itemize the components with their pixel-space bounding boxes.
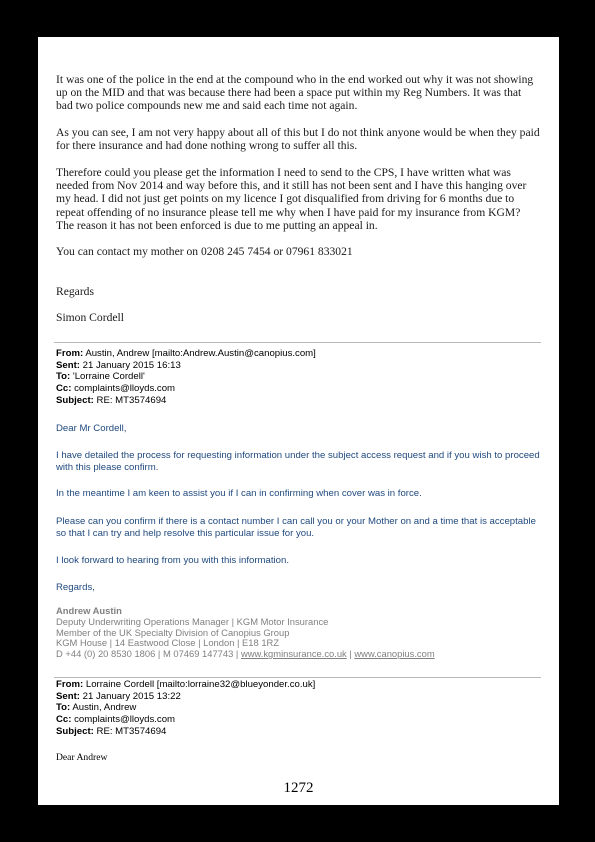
email-regards: Regards, xyxy=(56,582,95,593)
email-header-2 xyxy=(56,679,541,738)
email-sent-line: Sent: 21 January 2015 16:13 xyxy=(56,359,181,371)
email-body-paragraph-2: In the meantime I am keen to assist you if I can in confirming when cover was in force. xyxy=(56,488,422,499)
email-header-1 xyxy=(56,348,541,407)
email-to-line: To: Austin, Andrew xyxy=(56,702,137,714)
email-subject-line: Subject: RE: MT3574694 xyxy=(56,394,167,406)
letter-signature: Simon Cordell xyxy=(56,311,124,324)
signature-address: KGM House | 14 Eastwood Close | London | E18 1RZ xyxy=(56,637,280,649)
letter-paragraph-3: Therefore could you please get the information I need to send to the CPS, I have written what was needed from Nov 2014 and way before this, and it still has not been sent and I have this hanging over my head. I did not just get points on my licence I got disqualified from driving for 6 months due to repeat offending of no insurance please tell me why when I have paid for my insurance from KGM? The reason it has not been enforced is due to me putting an appeal in. xyxy=(56,166,527,232)
document-page xyxy=(38,37,559,805)
email-subject-line: Subject: RE: MT3574694 xyxy=(56,725,167,737)
email-signature-block xyxy=(56,606,540,660)
email-body-paragraph-3: Please can you confirm if there is a contact number I can call you or your Mother on and a time that is acceptable so that I can try and help resolve this particular issue for you. xyxy=(56,516,536,539)
signature-name: Andrew Austin xyxy=(56,605,122,616)
email2-greeting: Dear Andrew xyxy=(56,752,108,763)
email-cc-line: Cc: complaints@lloyds.com xyxy=(56,383,176,395)
letter-paragraph-1: It was one of the police in the end at the compound who in the end worked out why it was not showing up on the MID and that was because there had been a space put within my Reg Numbers. It was that bad two police compounds new me and said each time not again. xyxy=(56,73,534,113)
email-body-paragraph-4: I look forward to hearing from you with this information. xyxy=(56,555,290,566)
page-number: 1272 xyxy=(283,780,314,796)
signature-title: Deputy Underwriting Operations Manager | KGM Motor Insurance xyxy=(56,615,329,627)
email-from-line: From: Lorraine Cordell [mailto:lorraine32@blueyonder.co.uk] xyxy=(56,679,316,690)
email-body-paragraph-1: I have detailed the process for requesting information under the subject access request and if you wish to proceed with this please confirm. xyxy=(56,450,540,473)
canopius-website-link[interactable]: www.canopius.com xyxy=(354,648,435,660)
email-sent-line: Sent: 21 January 2015 13:22 xyxy=(56,690,181,702)
email-separator-1 xyxy=(54,342,541,343)
letter-paragraph-2: As you can see, I am not very happy about all of this but I do not think anyone would be when they paid for there insurance and had done nothing wrong to suffer all this. xyxy=(56,126,540,153)
email-separator-2 xyxy=(54,677,541,678)
email-greeting: Dear Mr Cordell, xyxy=(56,423,127,434)
signature-group: Member of the UK Specialty Division of Canopius Group xyxy=(56,626,290,638)
email-to-line: To: 'Lorraine Cordell' xyxy=(56,371,145,383)
letter-paragraph-4: You can contact my mother on 0208 245 7454 or 07961 833021 xyxy=(56,245,353,258)
email-from-line: From: Austin, Andrew [mailto:Andrew.Austin@canopius.com] xyxy=(56,348,316,359)
letter-regards: Regards xyxy=(56,285,94,298)
signature-contact: D +44 (0) 20 8530 1806 | M 07469 147743 | www.kgminsurance.co.uk | www.canopius.com xyxy=(56,648,435,660)
kgm-website-link[interactable]: www.kgminsurance.co.uk xyxy=(240,648,347,660)
email-cc-line: Cc: complaints@lloyds.com xyxy=(56,714,176,726)
